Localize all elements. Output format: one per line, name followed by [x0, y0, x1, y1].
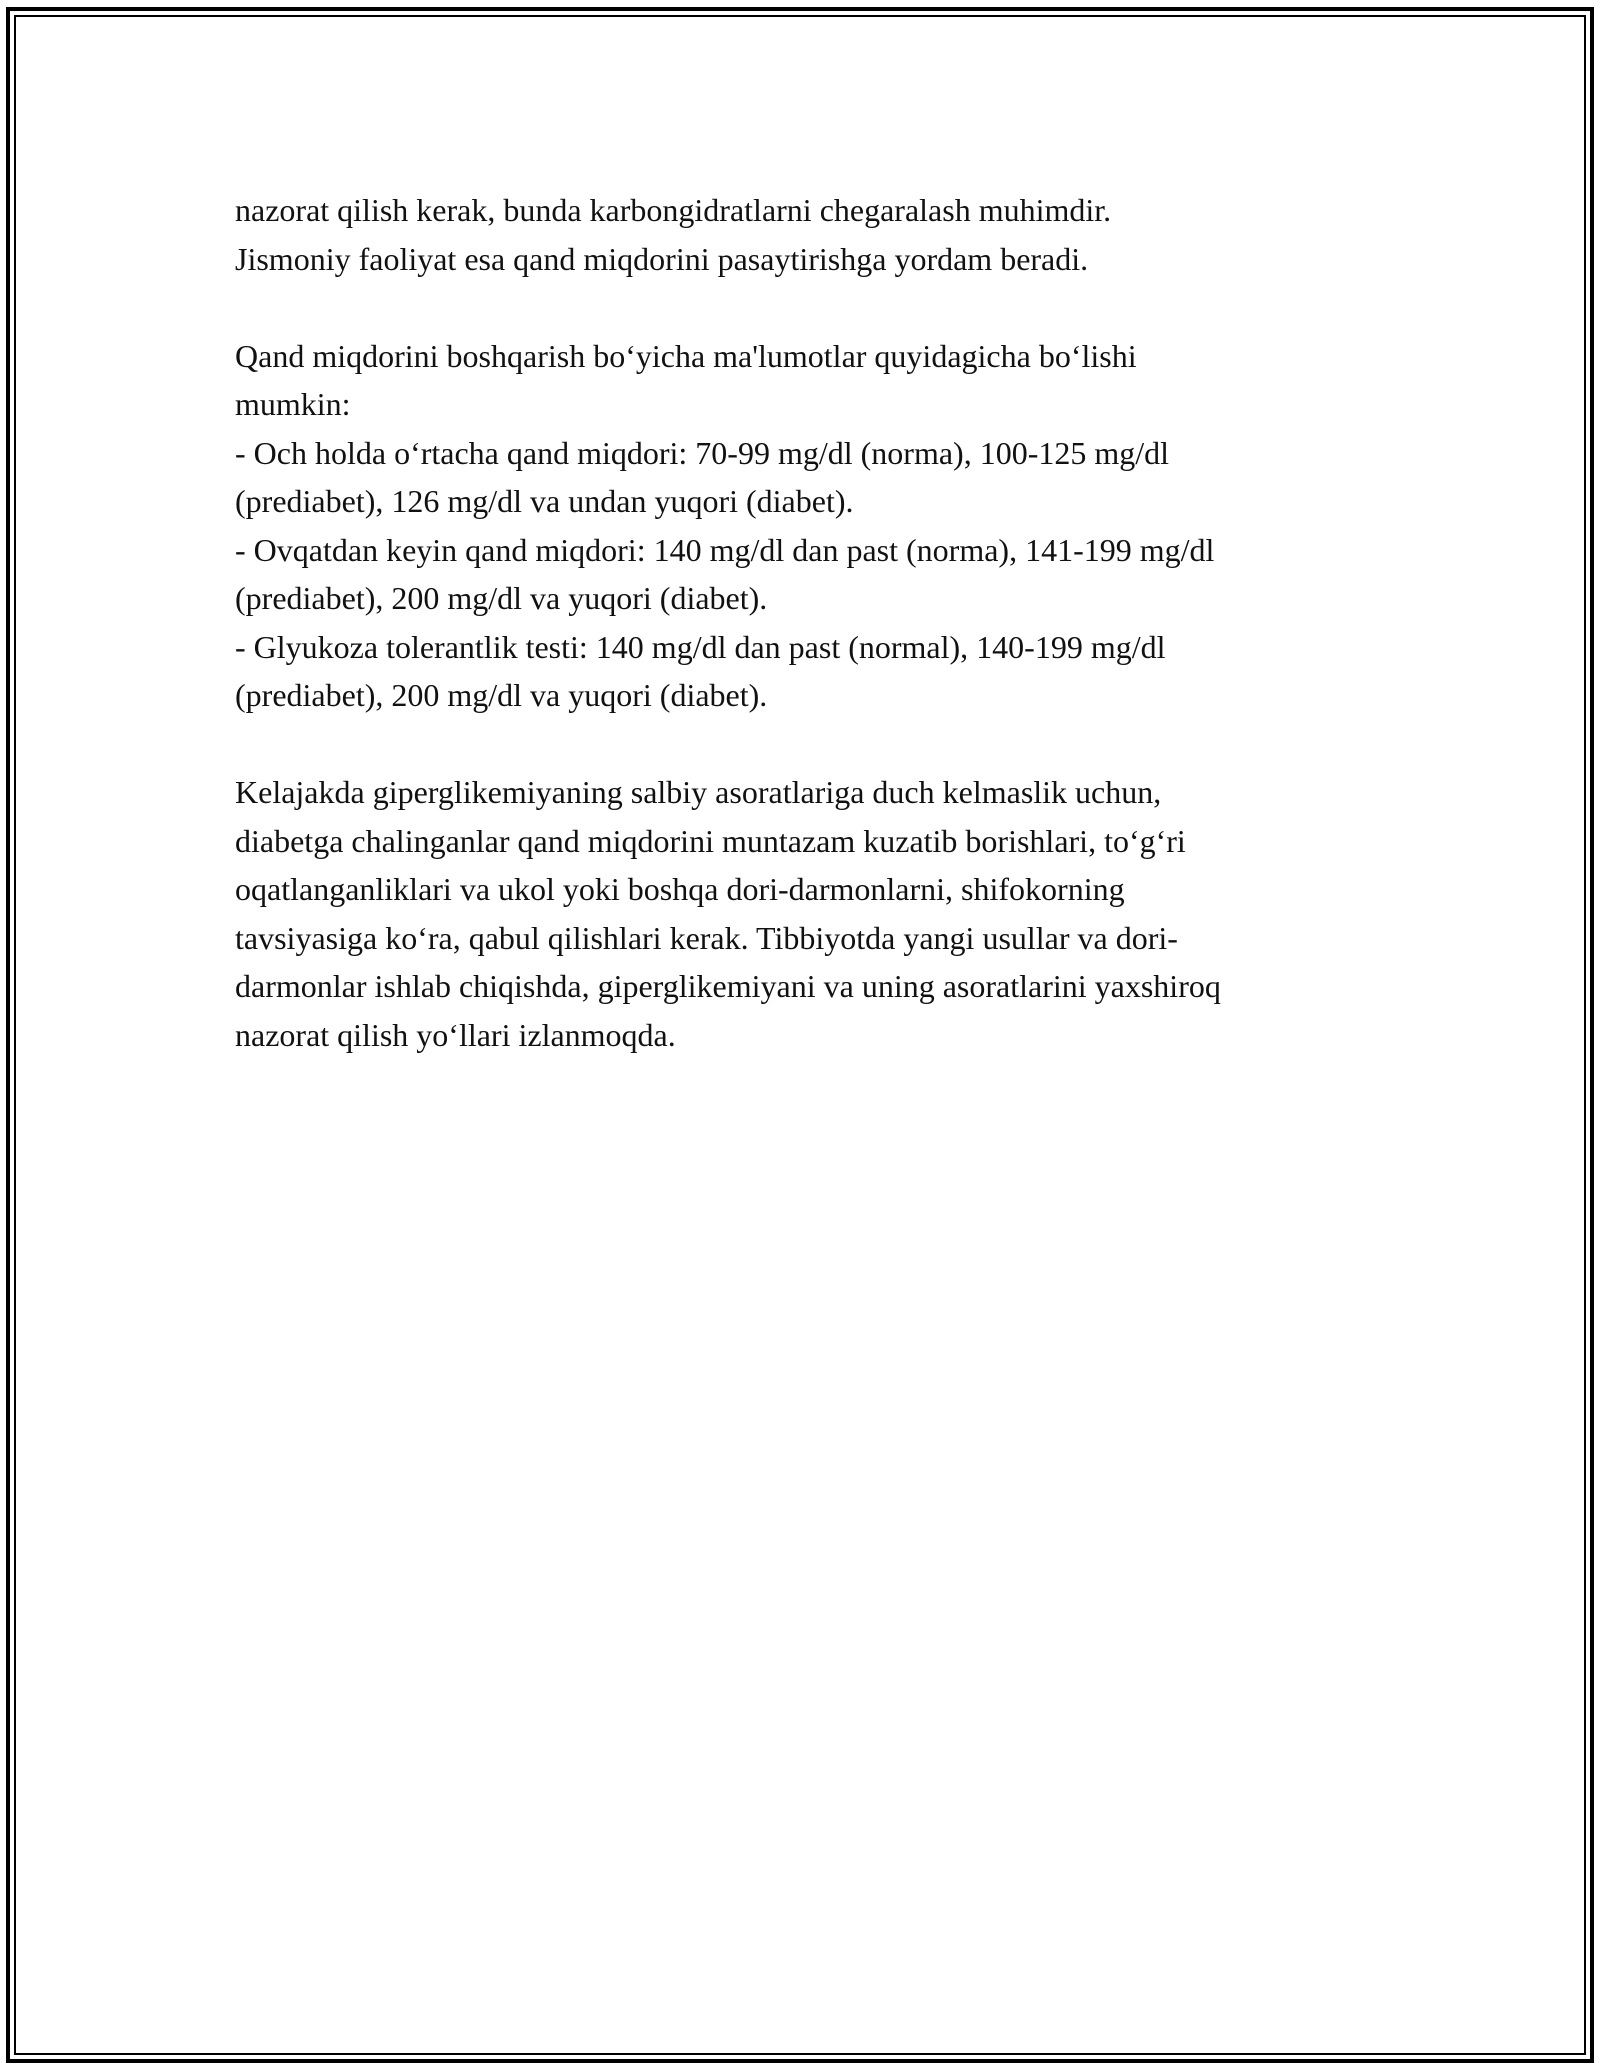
- text-line: tavsiyasiga ko‘ra, qabul qilishlari kerak. Tibbiyotda yangi usullar va dori-: [235, 919, 1178, 956]
- paragraph-2: [235, 332, 1415, 720]
- paragraph-gap: [235, 283, 1415, 332]
- text-line: Kelajakda giperglikemiyaning salbiy asoratlariga duch kelmaslik uchun,: [235, 774, 1162, 810]
- document-body: [235, 186, 1415, 1059]
- list-item-line: (prediabet), 200 mg/dl va yuqori (diabet).: [235, 580, 768, 616]
- text-line: nazorat qilish kerak, bunda karbongidratlarni chegaralash muhimdir.: [235, 192, 1112, 228]
- text-line: Jismoniy faoliyat esa qand miqdorini pasaytirishga yordam beradi.: [235, 240, 1089, 277]
- paragraph-3: [235, 768, 1415, 1059]
- text-line: Qand miqdorini boshqarish bo‘yicha ma'lumotlar quyidagicha bo‘lishi: [235, 337, 1137, 374]
- text-line: darmonlar ishlab chiqishda, giperglikemiyani va uning asoratlarini yaxshiroq: [235, 968, 1221, 1004]
- list-item-line: (prediabet), 126 mg/dl va undan yuqori (diabet).: [235, 483, 854, 519]
- paragraph-1: [235, 186, 1415, 283]
- list-item-line: - Och holda o‘rtacha qand miqdori: 70-99 mg/dl (norma), 100-125 mg/dl: [235, 434, 1170, 471]
- list-item-line: (prediabet), 200 mg/dl va yuqori (diabet).: [235, 677, 768, 713]
- list-item-line: - Glyukoza tolerantlik testi: 140 mg/dl dan past (normal), 140-199 mg/dl: [235, 628, 1166, 665]
- text-line: mumkin:: [235, 386, 351, 422]
- list-item-line: - Ovqatdan keyin qand miqdori: 140 mg/dl dan past (norma), 141-199 mg/dl: [235, 531, 1215, 568]
- paragraph-gap: [235, 720, 1415, 769]
- text-line: diabetga chalinganlar qand miqdorini muntazam kuzatib borishlari, to‘g‘ri: [235, 822, 1186, 859]
- text-line: nazorat qilish yo‘llari izlanmoqda.: [235, 1016, 676, 1053]
- text-line: oqatlanganliklari va ukol yoki boshqa dori-darmonlarni, shifokorning: [235, 871, 1125, 907]
